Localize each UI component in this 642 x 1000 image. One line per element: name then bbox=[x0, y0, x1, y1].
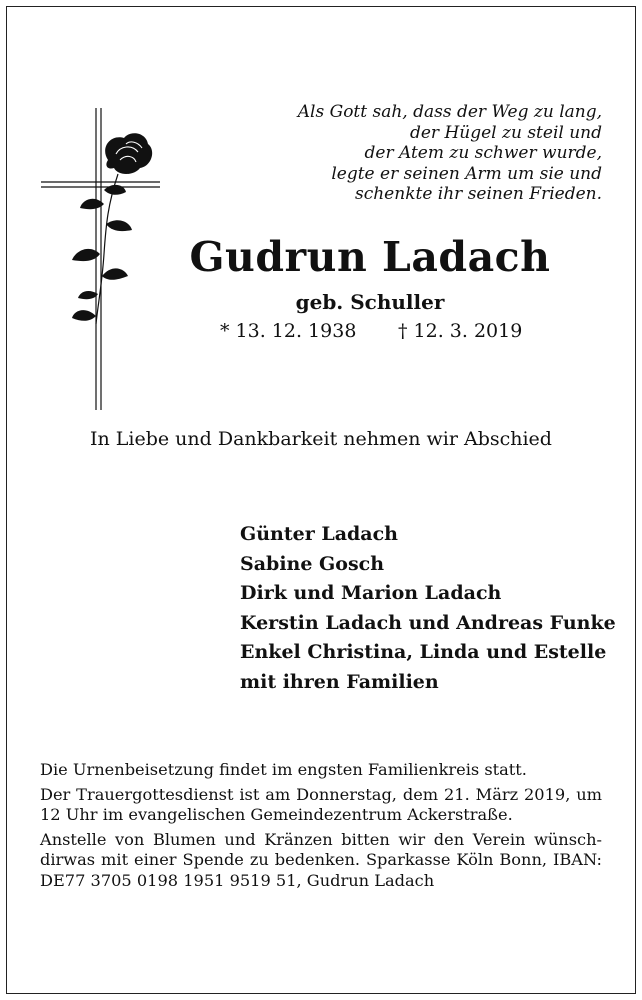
mourner-entry: Dirk und Marion Ladach bbox=[240, 582, 502, 604]
poem-line: der Hügel zu steil und bbox=[409, 122, 602, 143]
mourner-entry: Sabine Gosch bbox=[240, 552, 385, 575]
deceased-name: Gudrun Ladach bbox=[189, 233, 551, 281]
farewell-line: In Liebe und Dankbarkeit nehmen wir Abschied bbox=[90, 428, 552, 450]
mourner-entry: Enkel Christina, Linda und Estelle bbox=[240, 641, 607, 663]
maiden-name: geb. Schuller bbox=[295, 290, 445, 314]
birth-date: * 13. 12. 1938 bbox=[220, 320, 357, 342]
mourner-entry: Günter Ladach bbox=[240, 523, 398, 545]
mourner-entry: Kerstin Ladach und Andreas Funke bbox=[240, 611, 616, 634]
poem-line: legte er seinen Arm um sie und bbox=[331, 163, 602, 184]
notes-section bbox=[40, 760, 602, 895]
poem-line: der Atem zu schwer wurde, bbox=[364, 143, 602, 163]
donation-note: Anstelle von Blumen und Kränzen bitten wir den Verein wünsch-dirwas mit einer Spende zu bedenken. Sparkasse Köln Bonn, IBAN: DE77 3705 0198 1951 9519 51, Gudrun Ladach bbox=[40, 829, 602, 890]
mourners-list bbox=[240, 520, 616, 697]
poem-line: schenkte ihr seinen Frieden. bbox=[354, 184, 602, 204]
mourner-entry: mit ihren Familien bbox=[240, 670, 439, 693]
death-date: † 12. 3. 2019 bbox=[398, 320, 523, 342]
poem-line: Als Gott sah, dass der Weg zu lang, bbox=[297, 102, 602, 122]
poem bbox=[242, 102, 602, 205]
burial-note: Die Urnenbeisetzung findet im engsten Familienkreis statt. bbox=[40, 760, 527, 779]
service-note: Der Trauergottesdienst ist am Donnerstag, dem 21. März 2019, um 12 Uhr im evangelischen Gemeindezentrum Ackerstraße. bbox=[40, 784, 602, 824]
